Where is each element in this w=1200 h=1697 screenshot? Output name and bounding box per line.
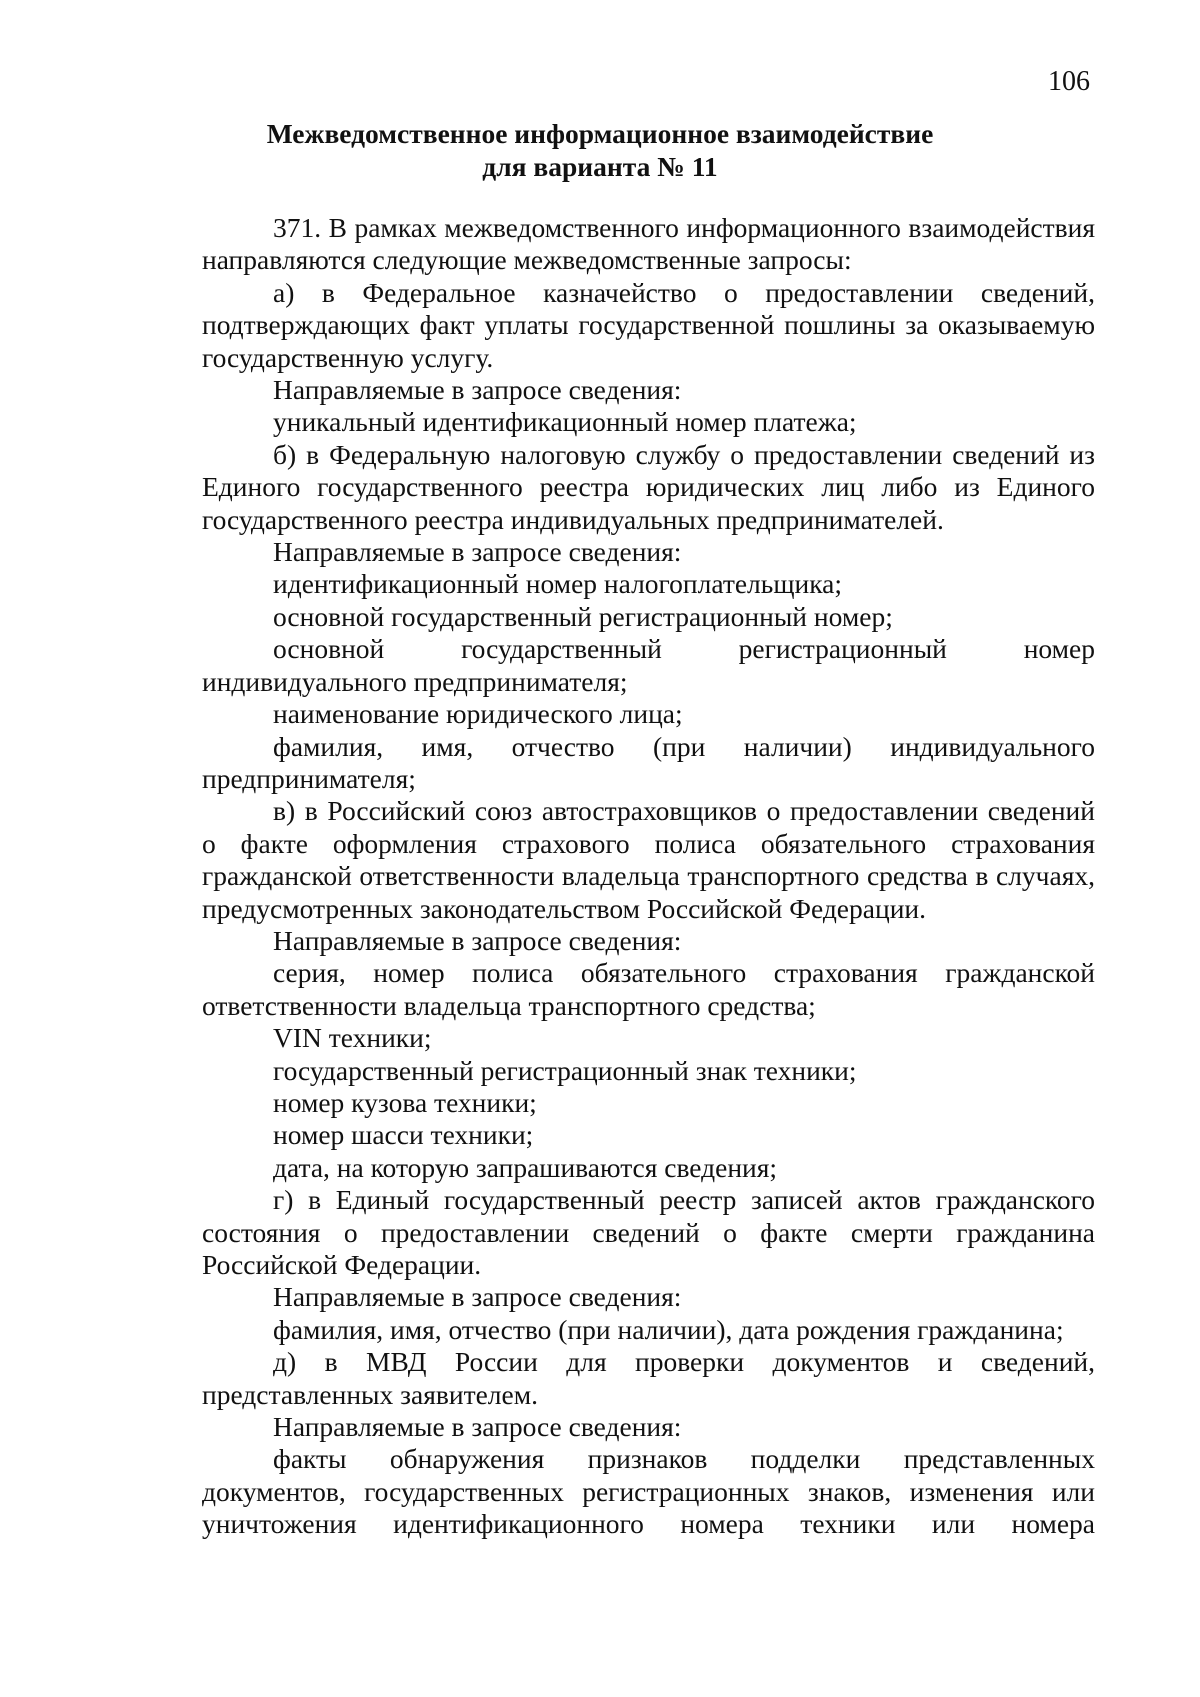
paragraph-item: фамилия, имя, отчество (при наличии), дата рождения гражданина; — [273, 1313, 1064, 1345]
paragraph-item: серия, номер полиса обязательного страхования гражданской ответственности владельца транспортного средства; — [202, 957, 1095, 1021]
paragraph-request-info: Направляемые в запросе сведения: — [273, 374, 682, 406]
paragraph-item: фамилия, имя, отчество (при наличии) индивидуального предпринимателя; — [202, 730, 1095, 794]
section-heading — [0, 117, 1200, 183]
paragraph-b: б) в Федеральную налоговую службу о предоставлении сведений из Единого государственного реестра юридических лиц либо из Единого государственного реестра индивидуальных предпринимателей. — [202, 438, 1095, 535]
paragraph-item: основной государственный регистрационный номер индивидуального предпринимателя; — [202, 633, 1095, 697]
paragraph-v: в) в Российский союз автостраховщиков о предоставлении сведений о факте оформления страхового полиса обязательного страхования гражданской ответственности владельца транспортного средства в случаях, предусмотренных законодательством Российской Федерации. — [202, 795, 1095, 924]
heading-line-1: Межведомственное информационное взаимодействие — [266, 118, 934, 149]
paragraph-item: уникальный идентификационный номер платежа; — [273, 406, 857, 438]
paragraph-371: 371. В рамках межведомственного информационного взаимодействия направляются следующие межведомственные запросы: — [202, 212, 1095, 276]
paragraph-item: основной государственный регистрационный номер; — [273, 600, 893, 632]
paragraph-item: наименование юридического лица; — [273, 698, 683, 730]
paragraph-request-info: Направляемые в запросе сведения: — [273, 1281, 682, 1313]
paragraph-g: г) в Единый государственный реестр записей актов гражданского состояния о предоставлении сведений о факте смерти гражданина Российской Федерации. — [202, 1184, 1095, 1280]
paragraph-item: дата, на которую запрашиваются сведения; — [273, 1151, 778, 1183]
document-body — [202, 212, 1095, 1541]
paragraph-request-info: Направляемые в запросе сведения: — [273, 536, 682, 568]
page-number: 106 — [1048, 66, 1090, 97]
heading-line-2: для варианта № 11 — [482, 151, 718, 182]
paragraph-d: д) в МВД России для проверки документов и сведений, представленных заявителем. — [202, 1346, 1095, 1410]
paragraph-request-info: Направляемые в запросе сведения: — [273, 1411, 682, 1443]
paragraph-item: номер кузова техники; — [273, 1086, 537, 1118]
paragraph-item: идентификационный номер налогоплательщика; — [273, 568, 843, 600]
paragraph-item: VIN техники; — [273, 1022, 432, 1054]
paragraph-item: номер шасси техники; — [273, 1119, 534, 1151]
paragraph-item: факты обнаружения признаков подделки представленных документов, государственных регистрационных знаков, изменения или уничтожения идентификационного номера техники или номера — [202, 1443, 1095, 1540]
paragraph-a: а) в Федеральное казначейство о предоставлении сведений, подтверждающих факт уплаты государственной пошлины за оказываемую государственную услугу. — [202, 276, 1095, 373]
paragraph-item: государственный регистрационный знак техники; — [273, 1054, 857, 1086]
paragraph-request-info: Направляемые в запросе сведения: — [273, 924, 682, 956]
